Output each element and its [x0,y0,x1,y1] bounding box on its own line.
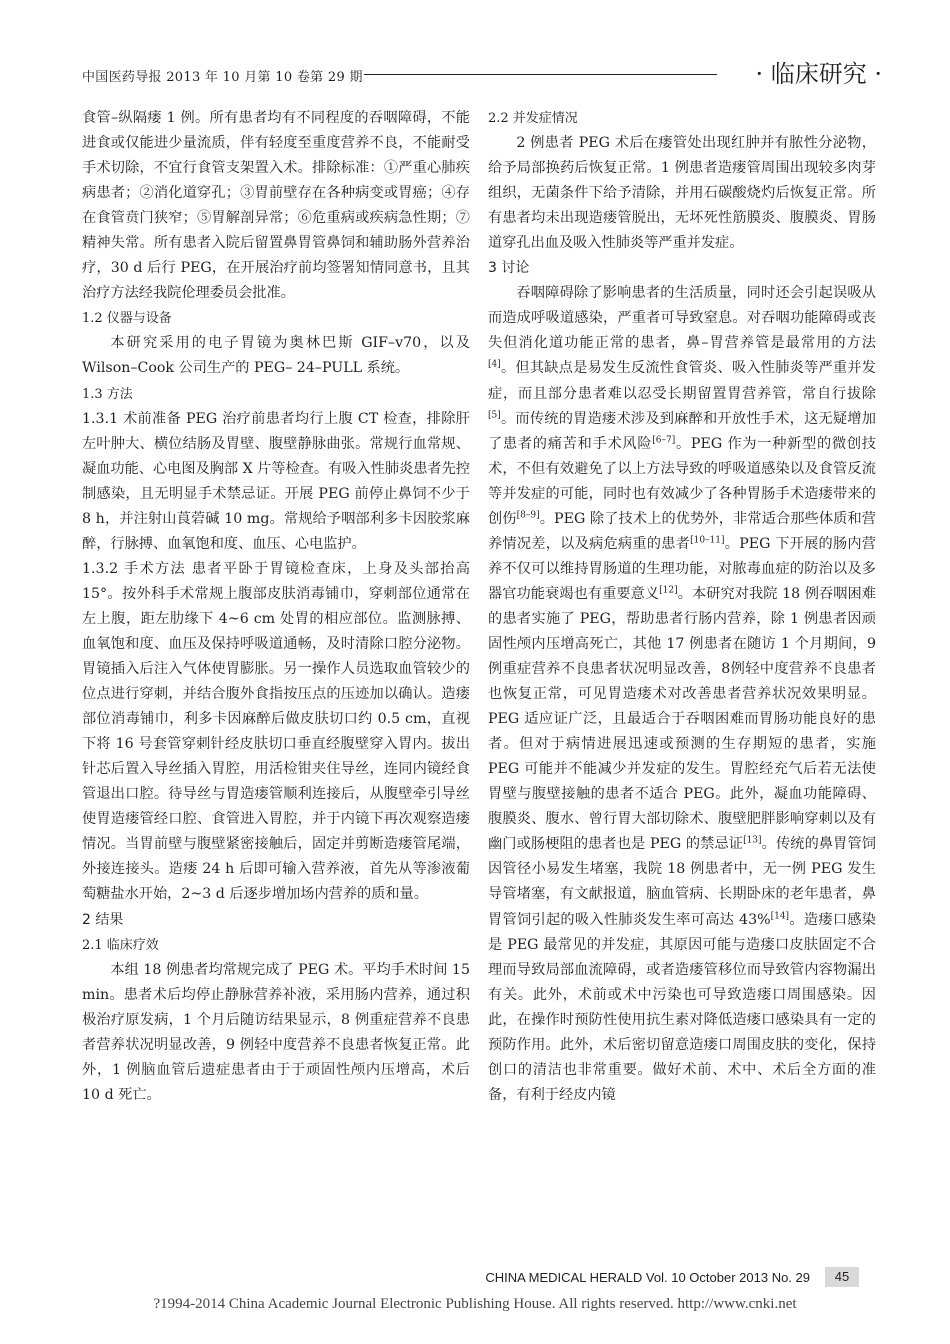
text-run: 。但其缺点是易发生反流性食管炎、吸入性肺炎等严重并发症，而且部分患者难以忍受长期留置胃营养管，常自行拔除 [488,360,876,402]
text-run: 。本研究对我院 18 例吞咽困难的患者实施了 PEG，帮助患者行肠内营养，除 1 例患者因顽固性颅内压增高死亡，其他 17 例患者在随访 1 个月期间，9 例重症营养不良患者状况明显改善，8例轻中度营养不良患者也恢复正常，可见胃造瘘术对改善患者营养状况效果明显。PEG 适应证广泛，且最适合于吞咽困难而胃肠功能良好的患者。但对于病情进展迅速或预测的生存期短的患者，实施 PEG 可能并不能减少并发症的发生。胃腔经充气后若无法使胃壁与腹壁接触的患者不适合 PEG。此外，凝血功能障碍、腹膜炎、腹水、曾行胃大部切除术、腹壁肥胖影响穿刺以及有幽门或肠梗阻的患者也是 PEG 的禁忌证 [488,585,876,853]
text-run: 吞咽障碍除了影响患者的生活质量，同时还会引起误吸从而造成呼吸道感染，严重者可导致窒息。对吞咽功能障碍或丧失但消化道功能正常的患者，鼻–胃营养管是最常用的方法 [488,285,876,352]
section-heading: 3 讨论 [488,260,530,277]
journal-issue-line: 中国医药导报 2013 年 10 月第 10 卷第 29 期 [82,70,363,85]
page-number: 45 [825,1267,859,1287]
subsection-heading: 1.2 仪器与设备 [82,311,172,327]
text-run: 。PEG 下开展的肠内营养不仅可以维持胃肠道的生理功能，对脓毒血症的防治以及多器官功能衰竭也有重要意义 [488,535,876,602]
text-run: 。PEG 除了技术上的优势外，非常适合那些体质和营养情况差，以及病危病重的患者 [488,510,876,552]
citation-ref: [13] [743,835,762,846]
copyright-line: ?1994-2014 China Academic Journal Electronic Publishing House. All rights reserved. http://www.cnki.net [153,1296,797,1312]
running-footer [0,1267,950,1291]
text-run: 。造瘘口感染是 PEG 最常见的并发症，其原因可能与造瘘口皮肤固定不合理而导致局部血流障碍，或者造瘘管移位而导致管内容物漏出有关。此外，术前或术中污染也可导致造瘘口周围感染。因此，在操作时预防性使用抗生素对降低造瘘口感染具有一定的预防作用。此外，术后密切留意造瘘口周围皮肤的变化，保持创口的清洁也非常重要。做好术前、术中、术后全方面的准备，有利于经皮内镜 [488,911,876,1103]
text-run: 。PEG 作为一种新型的微创技术，不但有效避免了以上方法导致的呼吸道感染以及食管反流等并发症的可能，同时也有效减少了各种胃肠手术造瘘带来的创伤 [488,435,876,527]
citation-ref: [8–9] [516,510,540,521]
body-paragraph: 1.3.1 术前准备 PEG 治疗前患者均行上腹 CT 检查，排除肝左叶肿大、横位结肠及胃壁、腹壁静脉曲张。常规行血常规、凝血功能、心电图及胸部 X 片等检查。有吸入性肺炎患者先控制感染，且无明显手术禁忌证。开展 PEG 前停止鼻饲不少于 8 h，并注射山莨菪碱 10 mg。常规给予咽部利多卡因胶浆麻醉，行脉搏、血氧饱和度、血压、心电监护。 [82,410,470,552]
body-paragraph: 本研究采用的电子胃镜为奥林巴斯 GIF–v70，以及 Wilson–Cook 公司生产的 PEG– 24–PULL 系统。 [82,335,470,377]
text-run: 。而传统的胃造瘘术涉及到麻醉和开放性手术，这无疑增加了患者的痛苦和手术风险 [488,410,876,452]
text-run: 。传统的鼻胃管饲因管径小易发生堵塞，我院 18 例患者中，无一例 PEG 发生导管堵塞，有文献报道，脑血管病、长期卧床的老年患者，鼻胃管饲引起的吸入性肺炎发生率可高达 43% [488,836,876,928]
footer-journal-line: CHINA MEDICAL HERALD Vol. 10 October 2013 No. 29 [485,1270,810,1285]
subsection-heading: 2.2 并发症情况 [488,111,578,126]
header-rule [364,74,717,75]
section-heading: 2 结果 [82,911,124,928]
citation-ref: [12] [659,585,678,596]
body-paragraph: 2 例患者 PEG 术后在瘘管处出现红肿并有脓性分泌物，给予局部换药后恢复正常。1 例患者造瘘管周围出现较多肉芽组织，无菌条件下给予清除，并用石碳酸烧灼后恢复正常。所有患者均未出现造瘘管脱出，无坏死性筋膜炎、腹膜炎、胃肠道穿孔出血及吸入性肺炎等严重并发症。 [488,135,876,252]
section-title: · 临床研究 · [755,60,882,88]
body-paragraph: 食管–纵隔瘘 1 例。所有患者均有不同程度的吞咽障碍，不能进食或仅能进少量流质，伴有轻度至重度营养不良，不能耐受手术切除，不宜行食管支架置入术。排除标准：①严重心肺疾病患者；②消化道穿孔；③胃前壁存在各种病变或胃癌；④存在食管贲门狭窄；⑤胃解剖异常；⑥危重病或疾病急性期；⑦精神失常。所有患者入院后留置鼻胃管鼻饲和辅助肠外营养治疗，30 d 后行 PEG，在开展治疗前均签署知情同意书，且其治疗方法经我院伦理委员会批准。 [82,110,470,302]
subsection-heading: 2.1 临床疗效 [82,937,159,953]
citation-ref: [10–11] [690,535,725,546]
citation-ref: [5] [488,409,501,420]
citation-ref: [6–7] [652,434,676,445]
body-paragraph: 本组 18 例患者均常规完成了 PEG 术。平均手术时间 15 min。患者术后均停止静脉营养补液，采用肠内营养，通过积极治疗原发病，1 个月后随访结果显示，8 例重症营养不良患者营养状况明显改善，9 例轻中度营养不良患者恢复正常。此外，1 例脑血管后遗症患者由于于顽固性颅内压增高，术后 10 d 死亡。 [82,961,470,1103]
left-column [82,106,470,1108]
body-paragraph [488,281,876,1108]
subsection-heading: 1.3 方法 [82,386,133,402]
running-header [82,60,882,94]
right-column [488,106,876,1108]
citation-ref: [14] [770,910,790,921]
citation-ref: [4] [488,359,501,370]
body-paragraph: 1.3.2 手术方法 患者平卧于胃镜检查床，上身及头部抬高 15°。按外科手术常规上腹部皮肤消毒铺巾，穿刺部位通常在左上腹，距左肋缘下 4~6 cm 处胃的相应部位。监测脉搏、血氧饱和度、血压及保持呼吸道通畅，及时清除口腔分泌物。胃镜插入后注入气体使胃膨胀。另一操作人员选取血管较少的位点进行穿刺，并结合腹外食指按压点的压迹加以确认。造瘘部位消毒铺巾，利多卡因麻醉后做皮肤切口约 0.5 cm，直视下将 16 号套管穿刺针经皮肤切口垂直经腹壁穿入胃内。拔出针芯后置入导丝插入胃腔，用活检钳夹住导丝，连同内镜经食管退出口腔。待导丝与胃造瘘管顺利连接后，从腹壁牵引导丝使胃造瘘管经口腔、食管进入胃腔，并于内镜下再次观察造瘘情况。当胃前壁与腹壁紧密接触后，固定并剪断造瘘管尾端，外接连接头。造瘘 24 h 后即可输入营养液，首先从等渗液葡萄糖盐水开始，2~3 d 后逐步增加场内营养的质和量。 [82,560,470,903]
